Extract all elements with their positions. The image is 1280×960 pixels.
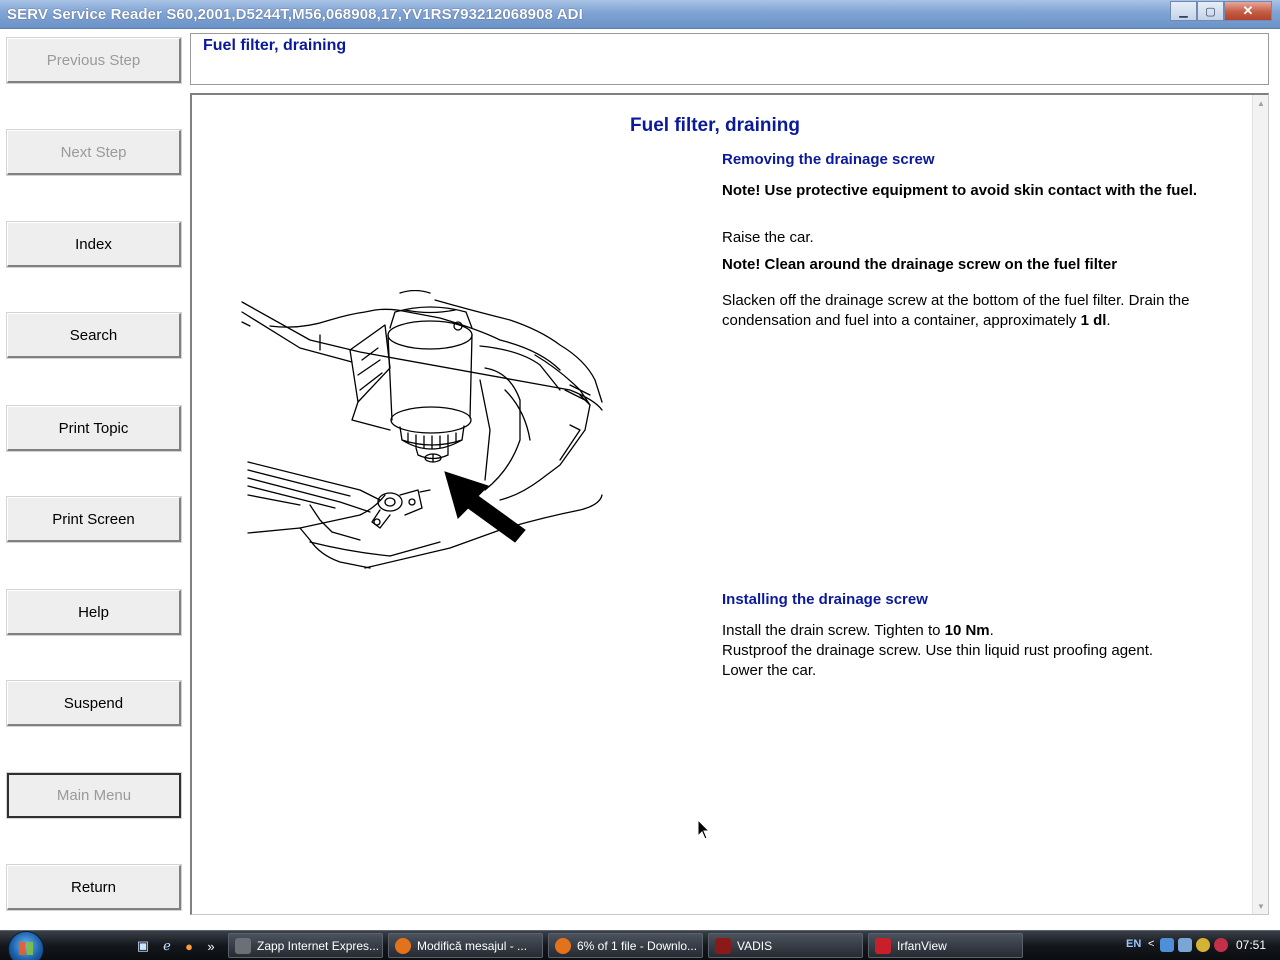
- task-label: Zapp Internet Expres...: [257, 938, 380, 953]
- task-label: VADIS: [737, 938, 773, 953]
- zapp-app-icon: [235, 938, 251, 954]
- task-label: 6% of 1 file - Downlo...: [577, 938, 698, 953]
- note-clean-drainage-screw: Note! Clean around the drainage screw on the fuel filter: [722, 256, 1118, 273]
- task-downloads[interactable]: [548, 933, 703, 958]
- firefox-app-icon: [555, 938, 571, 954]
- internet-explorer-icon[interactable]: ℯ: [163, 938, 171, 953]
- quick-launch-more-icon[interactable]: »: [207, 938, 215, 954]
- network-icon[interactable]: [1160, 938, 1174, 952]
- show-desktop-icon[interactable]: ▣: [136, 938, 150, 953]
- firefox-app-icon: [395, 938, 411, 954]
- print-topic-button[interactable]: Print Topic: [7, 406, 181, 451]
- step-slacken-end: .: [1106, 312, 1111, 329]
- torque-value: 10 Nm: [944, 622, 990, 639]
- vadis-app-icon: [715, 938, 731, 954]
- tray-app-icon[interactable]: [1214, 938, 1228, 952]
- step-install-text: Install the drain screw. Tighten to: [722, 622, 945, 639]
- tray-expand-icon[interactable]: <: [1148, 938, 1155, 950]
- fuel-filter-drain-illustration: [240, 290, 610, 575]
- system-tray: [1120, 931, 1280, 960]
- mouse-cursor-icon: [697, 819, 711, 841]
- document-title: Fuel filter, draining: [630, 115, 800, 136]
- section-heading-installing: Installing the drainage screw: [722, 591, 928, 608]
- firefox-icon[interactable]: ●: [185, 938, 193, 954]
- topic-header-pane: [190, 33, 1269, 85]
- document-pane: [190, 93, 1269, 915]
- help-button[interactable]: Help: [7, 590, 181, 635]
- task-modifica-mesajul[interactable]: [388, 933, 543, 958]
- step-install-end: .: [989, 622, 994, 639]
- task-label: Modifică mesajul - ...: [417, 938, 528, 953]
- window-controls: [1170, 1, 1272, 23]
- drain-amount-value: 1 dl: [1080, 312, 1107, 329]
- clock[interactable]: 07:51: [1235, 938, 1266, 952]
- task-label: IrfanView: [897, 938, 947, 953]
- index-button[interactable]: Index: [7, 222, 181, 267]
- step-rustproof: Rustproof the drainage screw. Use thin liquid rust proofing agent.: [722, 642, 1154, 659]
- maximize-button[interactable]: ▢: [1197, 1, 1224, 21]
- volume-icon[interactable]: [1178, 938, 1192, 952]
- navigation-sidebar: [0, 29, 188, 930]
- previous-step-button[interactable]: Previous Step: [7, 38, 181, 83]
- search-button[interactable]: Search: [7, 313, 181, 358]
- topic-header-title: Fuel filter, draining: [203, 37, 347, 54]
- scroll-down-arrow-icon[interactable]: ▼: [1257, 901, 1265, 911]
- next-step-button[interactable]: Next Step: [7, 130, 181, 175]
- taskbar: [0, 930, 1280, 960]
- title-bar: [0, 0, 1280, 29]
- security-icon[interactable]: [1196, 938, 1210, 952]
- vertical-scrollbar[interactable]: [1252, 95, 1268, 914]
- step-raise-car: Raise the car.: [722, 229, 814, 246]
- task-vadis[interactable]: [708, 933, 863, 958]
- step-lower-car: Lower the car.: [722, 662, 817, 679]
- note-protective-equipment: Note! Use protective equipment to avoid skin contact with the fuel.: [722, 182, 1198, 199]
- section-heading-removing: Removing the drainage screw: [722, 151, 935, 168]
- start-button[interactable]: [8, 931, 44, 960]
- scroll-up-arrow-icon[interactable]: ▲: [1257, 98, 1265, 108]
- suspend-button[interactable]: Suspend: [7, 681, 181, 726]
- step-install-drain-screw: [722, 621, 1232, 641]
- window-title: SERV Service Reader S60,2001,D5244T,M56,068908,17,YV1RS793212068908 ADI: [7, 6, 583, 23]
- minimize-button[interactable]: ▁: [1170, 1, 1197, 21]
- main-menu-button[interactable]: Main Menu: [7, 773, 181, 818]
- print-screen-button[interactable]: Print Screen: [7, 497, 181, 542]
- language-indicator[interactable]: EN: [1126, 938, 1142, 950]
- return-button[interactable]: Return: [7, 865, 181, 910]
- step-slacken-text: Slacken off the drainage screw at the bottom of the fuel filter. Drain the condensation and fuel into a container, approximately: [722, 292, 1190, 329]
- close-button[interactable]: ✕: [1224, 1, 1272, 21]
- task-zapp-internet[interactable]: [228, 933, 383, 958]
- irfanview-app-icon: [875, 938, 891, 954]
- task-irfanview[interactable]: [868, 933, 1023, 958]
- step-slacken-drainage-screw: [722, 291, 1232, 331]
